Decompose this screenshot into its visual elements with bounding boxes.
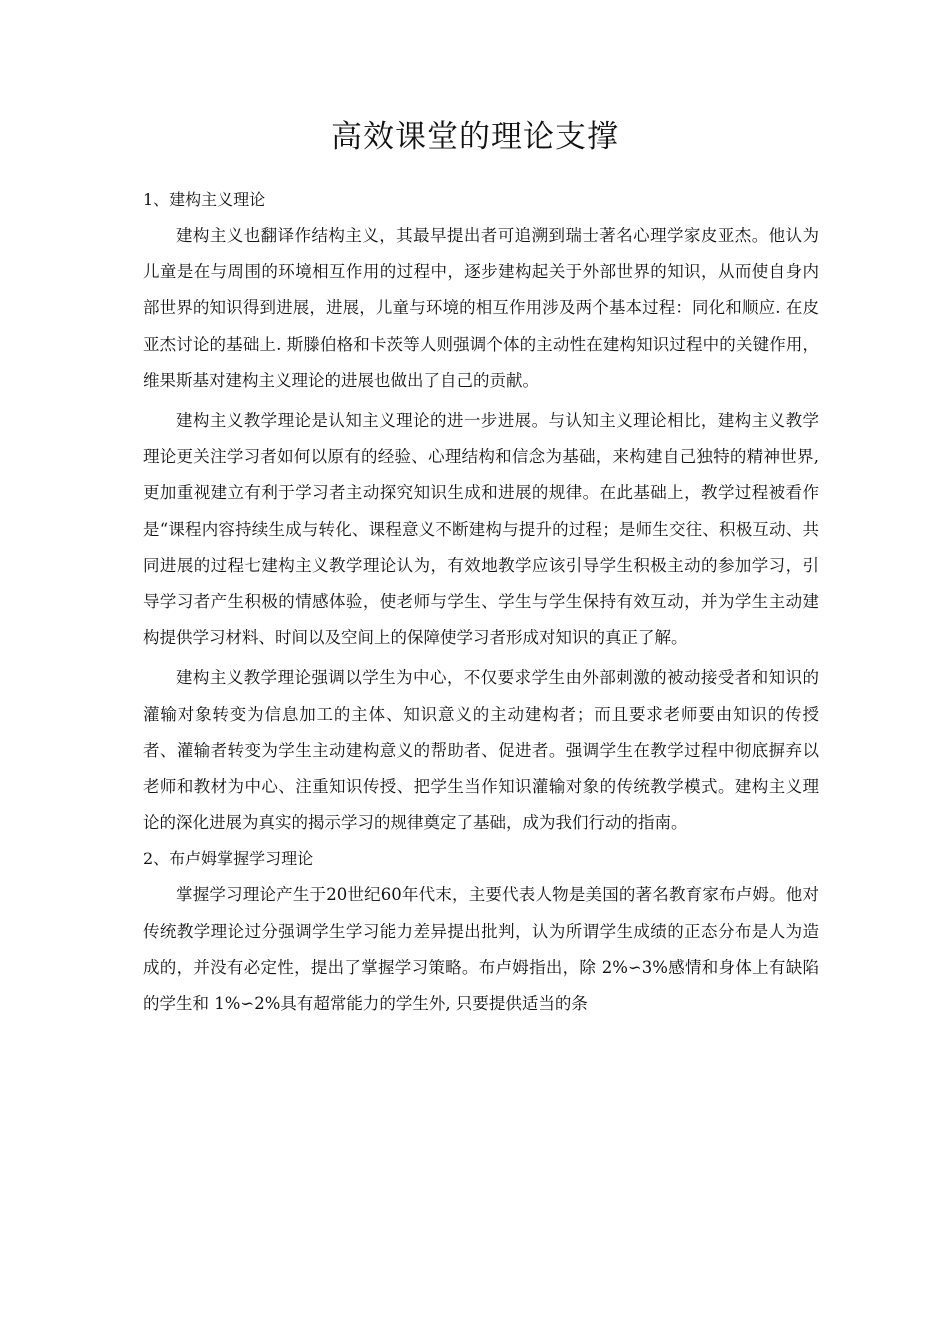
paragraph: 建构主义教学理论是认知主义理论的进一步进展。与认知主义理论相比，建构主义教学理论更关注学习者如何以原有的经验、心理结构和信念为基础，来构建自己独特的精神世界, 更加重视建立有利于学习者主动探究知识生成和进展的规律。在此基础上，教学过程被看作是“课程内容持续生成与转化、课程意义不断建构与提升的过程；是师生交往、积极互动、共同进展的过程七建构主义教学理论认为，有效地教学应该引导学生积极主动的参加学习，引导学习者产生积极的情感体验，使老师与学生、学生与学生保持有效互动，并为学生主动建构提供学习材料、时间以及空间上的保障使学习者形成对知识的真正了解。: [143, 411, 819, 648]
paragraph: 建构主义教学理论强调以学生为中心，不仅要求学生由外部刺激的被动接受者和知识的灌输对象转变为信息加工的主体、知识意义的主动建构者；而且要求老师要由知识的传授者、灌输者转变为学生主动建构意义的帮助者、促进者。强调学生在教学过程中彻底摒弃以老师和教材为中心、注重知识传授、把学生当作知识灌输对象的传统教学模式。建构主义理论的深化进展为真实的揭示学习的规律奠定了基础，成为我们行动的指南。: [143, 668, 819, 833]
document-title: 高效课堂的理论支撑: [331, 119, 619, 155]
section-heading: 1、建构主义理论: [143, 190, 266, 209]
document-body: [143, 182, 819, 1022]
paragraph: 掌握学习理论产生于20世纪60年代末，主要代表人物是美国的著名教育家布卢姆。他对传统教学理论过分强调学生学习能力差异提出批判，认为所谓学生成绩的正态分布是人为造成的，并没有必定性，提出了掌握学习策略。布卢姆指出，除 2%∽3%感情和身体上有缺陷的学生和 1%∽2%具有超常能力的学生外, 只要提供适当的条: [143, 885, 819, 1014]
section-mastery-learning: [143, 841, 819, 1022]
section-heading: 2、布卢姆掌握学习理论: [143, 849, 314, 869]
paragraph: 建构主义也翻译作结构主义，其最早提出者可追溯到瑞士著名心理学家皮亚杰。他认为儿童是在与周围的环境相互作用的过程中，逐步建构起关于外部世界的知识，从而使自身内部世界的知识得到进展，进展，儿童与环境的相互作用涉及两个基本过程：同化和顺应. 在皮亚杰讨论的基础上. 斯滕伯格和卡茨等人则强调个体的主动性在建构知识过程中的关键作用，维果斯基对建构主义理论的进展也做出了自己的贡献。: [143, 226, 819, 390]
section-constructivism: [143, 182, 819, 841]
